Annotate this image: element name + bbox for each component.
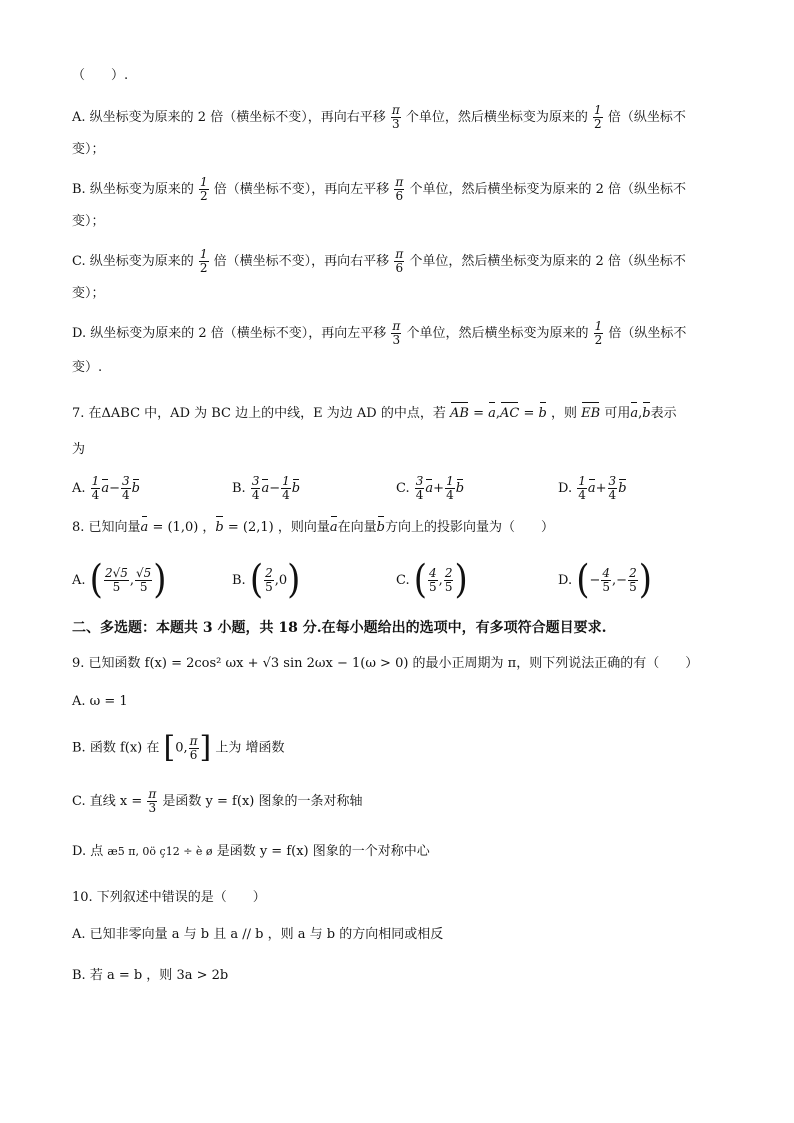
fraction: $\frac{\pi}{6}$ — [395, 175, 404, 203]
fraction: $\frac{1}{2}$ — [594, 319, 603, 347]
q9-option-c[interactable]: C. 直线 x = $\frac{\pi}{3}$ 是函数 y = f(x) 图象的一条对称轴 — [72, 787, 363, 815]
fraction: $\frac{1}{2}$ — [199, 175, 208, 203]
q8-option-b[interactable]: B. ( $\frac{2}{5}$ ,0 ) — [232, 557, 301, 603]
q8-options — [72, 558, 732, 602]
fraction: $\frac{\pi}{3}$ — [392, 319, 401, 347]
fraction: $\frac{\pi}{6}$ — [395, 247, 404, 275]
q9-option-a[interactable]: A. ω = 1 — [72, 694, 128, 709]
q6-option-a-line2: 变）； — [72, 142, 105, 157]
q6-answer-blank: （ ）. — [72, 68, 129, 83]
q8-option-d[interactable]: D. ( − $\frac{4}{5}$ ,− $\frac{2}{5}$ ) — [558, 557, 652, 603]
q7-option-a[interactable]: A. $\frac{1}{4}$ a − $\frac{3}{4}$ b — [72, 473, 140, 502]
q7-option-b[interactable]: B. $\frac{3}{4}$ a − $\frac{1}{4}$ b — [232, 473, 301, 502]
q7-stem-cont: 为 — [72, 442, 86, 457]
fraction: $\frac{1}{2}$ — [199, 247, 208, 275]
q9-option-d[interactable]: D. 点 æ5 π, 0ö ç12 ÷ è ø 是函数 y = f(x) 图象的一个对称中心 — [72, 844, 430, 859]
q10-stem: 10. 下列叙述中错误的是（ ） — [72, 890, 266, 905]
q9-stem: 9. 已知函数 f(x) = 2cos² ωx + √3 sin 2ωx − 1(ω > 0) 的最小正周期为 π，则下列说法正确的有（ ） — [72, 656, 699, 671]
q7-options — [72, 470, 732, 506]
section-heading-multiple-choice: 二、多选题：本题共 3 小题，共 18 分.在每小题给出的选项中，有多项符合题目要求. — [72, 620, 607, 636]
q7-option-c[interactable]: C. $\frac{3}{4}$ a + $\frac{1}{4}$ b — [396, 473, 465, 502]
q8-option-a[interactable]: A. ( $\frac{2√5}{5}$ , $\frac{√5}{5}$ ) — [72, 557, 167, 603]
q6-option-d-line1: D. 纵坐标变为原来的 2 倍（横坐标不变），再向左平移 $\frac{\pi}{3}$ 个单位，然后横坐标变为原来的 $\frac{1}{2}$ 倍（纵坐标不 — [72, 319, 687, 347]
q8-option-c[interactable]: C. ( $\frac{4}{5}$ , $\frac{2}{5}$ ) — [396, 557, 468, 603]
q6-option-d-line2: 变）. — [72, 360, 103, 375]
q7-stem: 7. 在ΔABC 中，AD 为 BC 边上的中线，E 为边 AD 的中点，若 AB = a,AC = b ，则 EB 可用a,b表示 — [72, 404, 677, 424]
fraction: $\frac{1}{2}$ — [594, 103, 602, 131]
fraction: $\frac{\pi}{3}$ — [391, 103, 400, 131]
q6-option-c-line2: 变）； — [72, 286, 105, 301]
q7-option-d[interactable]: D. $\frac{1}{4}$ a + $\frac{3}{4}$ b — [558, 473, 627, 502]
q10-option-b[interactable]: B. 若 a = b ，则 3a > 2b — [72, 968, 229, 983]
q10-option-a[interactable]: A. 已知非零向量 a 与 b 且 a // b ，则 a 与 b 的方向相同或相反 — [72, 927, 444, 942]
q8-stem: 8. 已知向量a = (1,0) ，b = (2,1) ，则向量a在向量b方向上的投影向量为（ ） — [72, 518, 554, 538]
q6-option-c-line1: C. 纵坐标变为原来的 $\frac{1}{2}$ 倍（横坐标不变），再向右平移 $\frac{\pi}{6}$ 个单位，然后横坐标变为原来的 2 倍（纵坐标不 — [72, 247, 686, 275]
q6-option-b-line1: B. 纵坐标变为原来的 $\frac{1}{2}$ 倍（横坐标不变），再向左平移 $\frac{\pi}{6}$ 个单位，然后横坐标变为原来的 2 倍（纵坐标不 — [72, 175, 686, 203]
q6-option-b-line2: 变）； — [72, 214, 105, 229]
q6-option-a-line1: A. 纵坐标变为原来的 2 倍（横坐标不变），再向右平移 $\frac{\pi}{3}$ 个单位，然后横坐标变为原来的 $\frac{1}{2}$ 倍（纵坐标不 — [72, 103, 686, 131]
q9-option-b[interactable]: B. 函数 f(x) 在 [0, $\frac{\pi}{6}$ ] 上为 增函数 — [72, 730, 285, 765]
